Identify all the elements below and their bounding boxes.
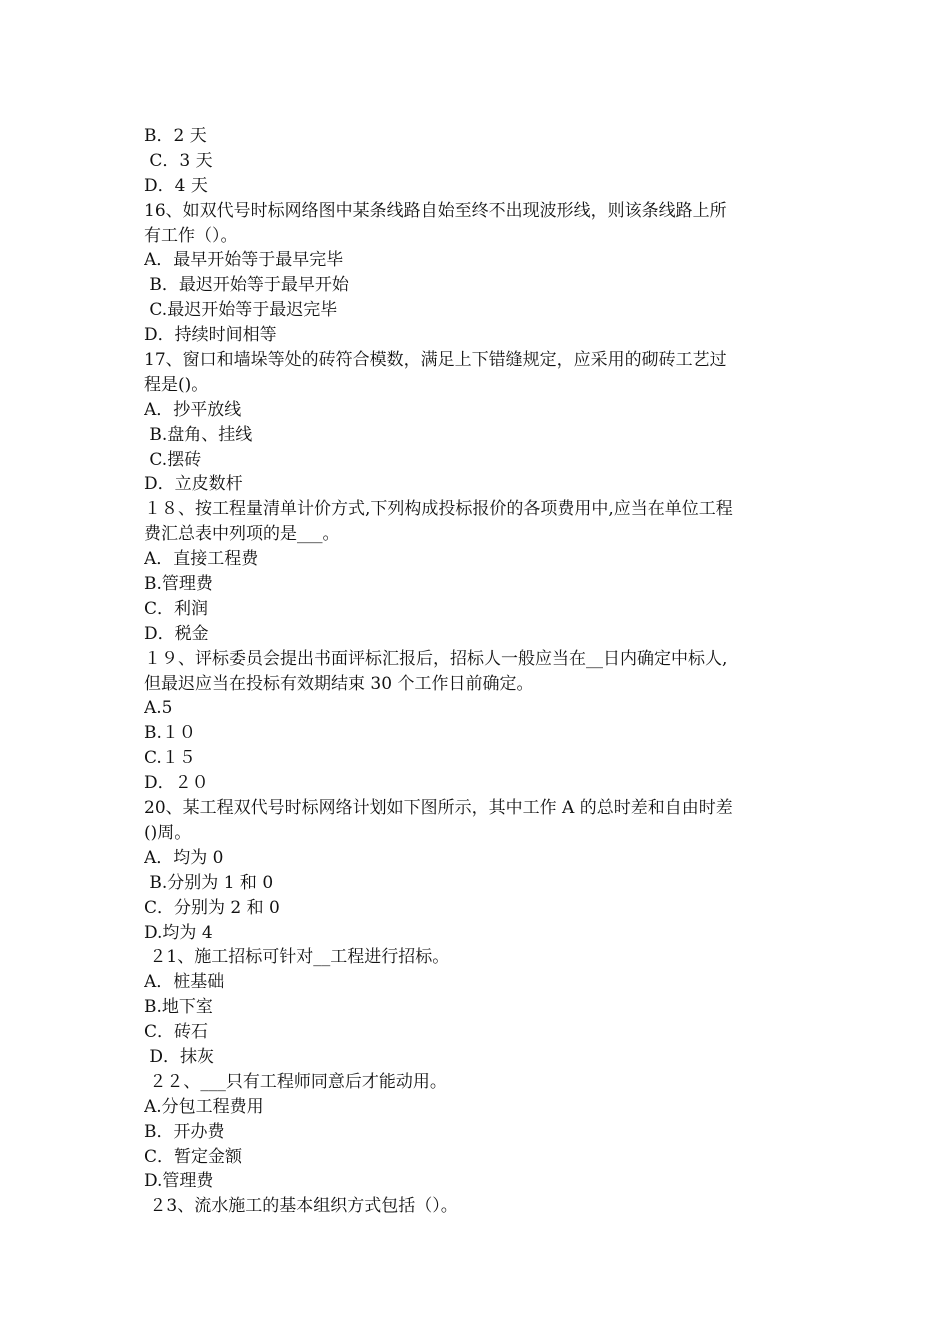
text-line: B.１０ (144, 723, 196, 744)
text-line: C．利润 (144, 598, 209, 619)
text-line: D．２０ (144, 773, 209, 794)
text-line: ２２、___只有工程师同意后才能动用。 (144, 1071, 447, 1092)
text-line: A．抄平放线 (144, 399, 242, 420)
text-line: B.管理费 (144, 574, 213, 595)
document-page (144, 124, 814, 1219)
text-line: A.分包工程费用 (144, 1096, 264, 1117)
text-line: A．最早开始等于最早完毕 (144, 250, 344, 271)
text-line: A．直接工程费 (144, 549, 259, 570)
text-line: C.１５ (144, 748, 196, 769)
text-line: B.地下室 (144, 997, 213, 1018)
text-line: D.管理费 (144, 1171, 214, 1192)
text-line: D.均为 4 (144, 922, 213, 943)
text-line: B．开办费 (144, 1121, 225, 1142)
text-line: C．3 天 (144, 150, 213, 171)
text-line: A.5 (144, 698, 173, 719)
text-line: 16、如双代号时标网络图中某条线路自始至终不出现波形线，则该条线路上所 (144, 200, 727, 221)
text-line: 20、某工程双代号时标网络计划如下图所示，其中工作 A 的总时差和自由时差 (144, 798, 733, 819)
text-line: ()周。 (144, 822, 192, 843)
text-line: D．立皮数杆 (144, 474, 243, 495)
text-line: B.盘角、挂线 (144, 424, 253, 445)
text-line: 17、窗口和墙垛等处的砖符合模数，满足上下错缝规定，应采用的砌砖工艺过 (144, 350, 727, 371)
text-line: １９、评标委员会提出书面评标汇报后，招标人一般应当在__日内确定中标人, (144, 648, 728, 669)
text-line: 费汇总表中列项的是___。 (144, 524, 340, 545)
text-line: C.最迟开始等于最迟完毕 (144, 300, 338, 321)
text-line: D．抹灰 (144, 1046, 215, 1067)
text-line: B．最迟开始等于最早开始 (144, 275, 349, 296)
text-line: A．桩基础 (144, 972, 225, 993)
text-line: ２1、施工招标可针对__工程进行招标。 (144, 947, 450, 968)
text-line: C．分别为 2 和 0 (144, 897, 280, 918)
text-line: D．持续时间相等 (144, 325, 277, 346)
text-line: 但最迟应当在投标有效期结束 30 个工作日前确定。 (144, 673, 534, 694)
text-line: １８、按工程量清单计价方式,下列构成投标报价的各项费用中,应当在单位工程 (144, 499, 733, 520)
text-line: C.摆砖 (144, 449, 202, 470)
text-line: A．均为 0 (144, 847, 224, 868)
text-line: B.分别为 1 和 0 (144, 872, 274, 893)
text-line: D．税金 (144, 623, 209, 644)
text-line: 有工作（）。 (144, 225, 238, 246)
text-line: C．砖石 (144, 1022, 209, 1043)
text-line: D．4 天 (144, 175, 208, 196)
text-line: B．2 天 (144, 126, 207, 146)
text-line: C．暂定金额 (144, 1146, 243, 1167)
text-line: 程是()。 (144, 374, 209, 395)
text-line: ２3、流水施工的基本组织方式包括（）。 (144, 1196, 458, 1217)
